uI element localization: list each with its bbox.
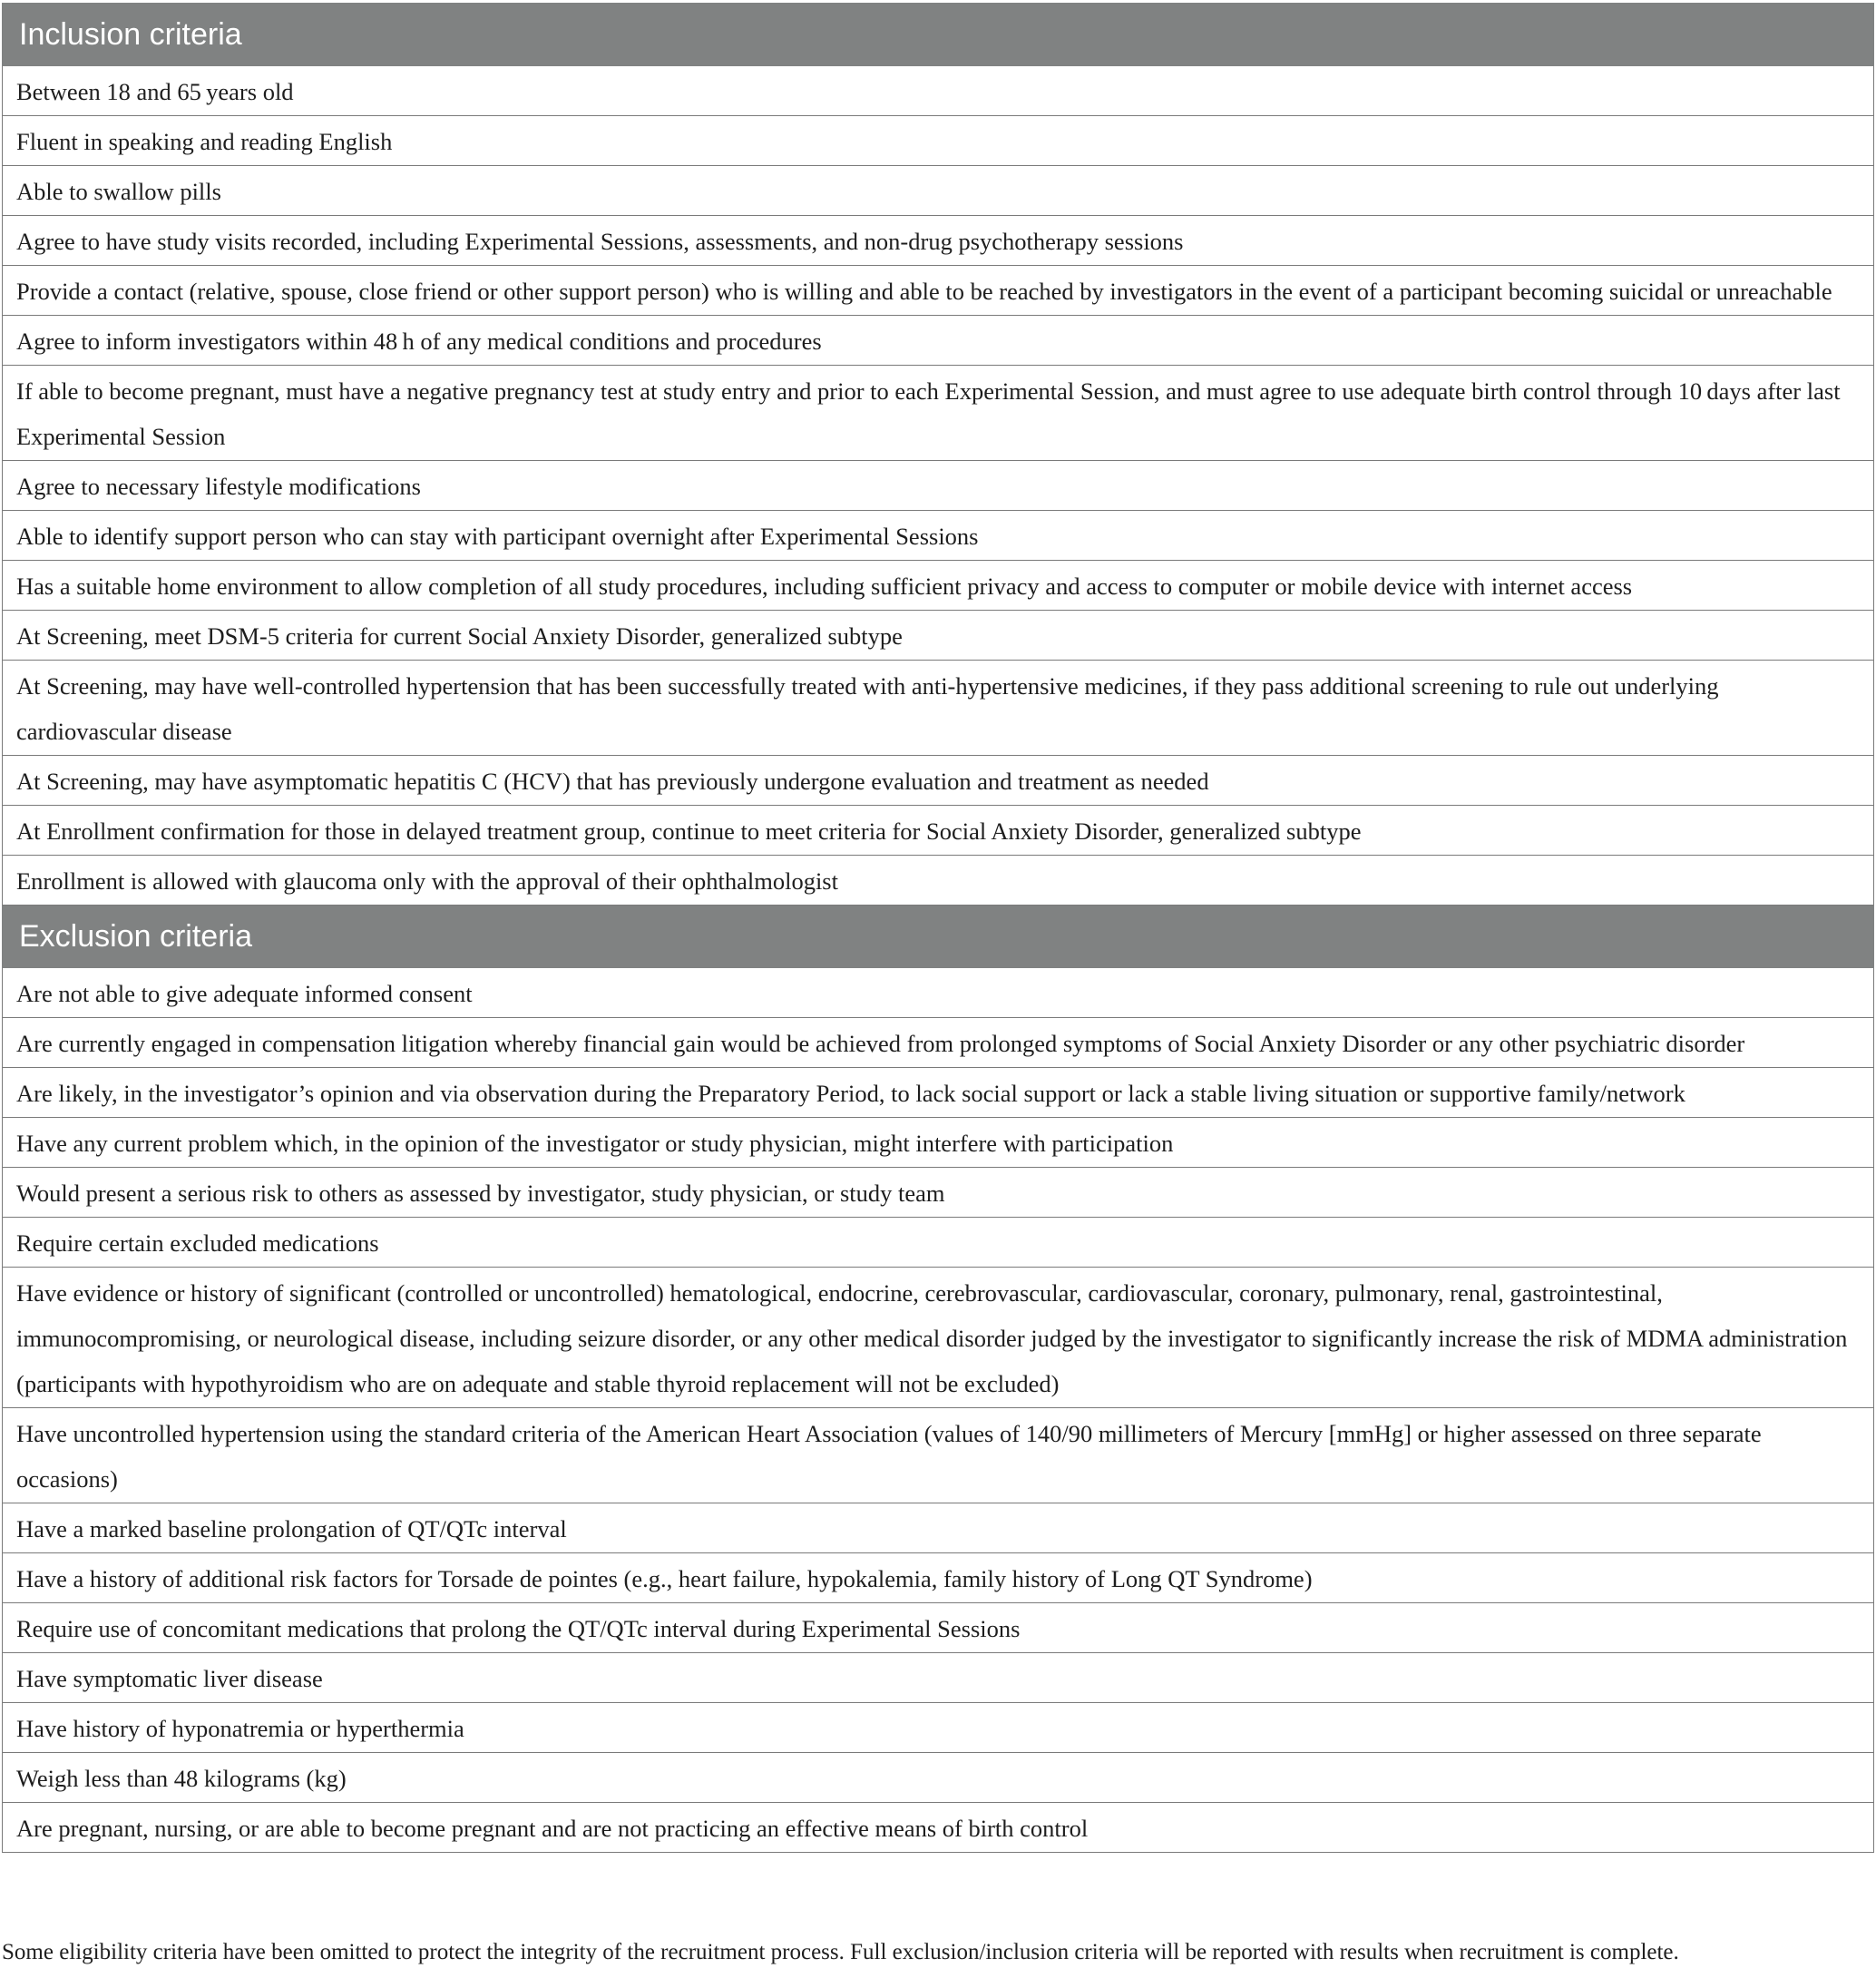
inclusion-criterion: Able to identify support person who can stay with participant overnight after Experimental Sessions [3, 511, 1874, 561]
inclusion-row [3, 316, 1874, 366]
exclusion-criterion: Are pregnant, nursing, or are able to become pregnant and are not practicing an effective means of birth control [3, 1803, 1874, 1853]
inclusion-row [3, 856, 1874, 906]
inclusion-row [3, 216, 1874, 266]
inclusion-row [3, 806, 1874, 856]
exclusion-row [3, 1553, 1874, 1603]
criteria-document [2, 3, 1874, 1853]
exclusion-criterion: Have history of hyponatremia or hyperthermia [3, 1703, 1874, 1753]
inclusion-section [3, 4, 1874, 906]
inclusion-header-row [3, 4, 1874, 66]
exclusion-criterion: Have evidence or history of significant (controlled or uncontrolled) hematological, endocrine, cerebrovascular, cardiovascular, coronary, pulmonary, renal, gastrointestinal, immunocompromising, or neurological disease, including seizure disorder, or any other medical disorder judged by the investigator to significantly increase the risk of MDMA administration (participants with hypothyroidism who are on adequate and stable thyroid replacement will not be excluded) [3, 1268, 1874, 1408]
exclusion-section [3, 906, 1874, 1853]
exclusion-criterion: Have symptomatic liver disease [3, 1653, 1874, 1703]
exclusion-row [3, 1268, 1874, 1408]
exclusion-row [3, 1753, 1874, 1803]
inclusion-row [3, 266, 1874, 316]
inclusion-criterion: Has a suitable home environment to allow completion of all study procedures, including sufficient privacy and access to computer or mobile device with internet access [3, 561, 1874, 611]
exclusion-row [3, 1218, 1874, 1268]
inclusion-criterion: At Screening, may have well-controlled hypertension that has been successfully treated with anti-hypertensive medicines, if they pass additional screening to rule out underlying cardiovascular disease [3, 661, 1874, 756]
inclusion-row [3, 661, 1874, 756]
inclusion-criterion: At Screening, may have asymptomatic hepatitis C (HCV) that has previously undergone evaluation and treatment as needed [3, 756, 1874, 806]
exclusion-row [3, 1018, 1874, 1068]
exclusion-row [3, 1068, 1874, 1118]
exclusion-header-row [3, 906, 1874, 968]
exclusion-row [3, 1118, 1874, 1168]
exclusion-criterion: Have a marked baseline prolongation of QT/QTc interval [3, 1503, 1874, 1553]
inclusion-criterion: Agree to have study visits recorded, including Experimental Sessions, assessments, and non-drug psychotherapy sessions [3, 216, 1874, 266]
inclusion-criterion: Provide a contact (relative, spouse, close friend or other support person) who is willing and able to be reached by investigators in the event of a participant becoming suicidal or unreachable [3, 266, 1874, 316]
exclusion-row [3, 1653, 1874, 1703]
exclusion-criterion: Require certain excluded medications [3, 1218, 1874, 1268]
exclusion-criterion: Have any current problem which, in the opinion of the investigator or study physician, might interfere with participation [3, 1118, 1874, 1168]
inclusion-criterion: If able to become pregnant, must have a negative pregnancy test at study entry and prior to each Experimental Session, and must agree to use adequate birth control through 10 days after last Experimental Session [3, 366, 1874, 461]
criteria-table [2, 3, 1874, 1853]
inclusion-row [3, 611, 1874, 661]
exclusion-row [3, 1503, 1874, 1553]
exclusion-criterion: Are likely, in the investigator’s opinion and via observation during the Preparatory Period, to lack social support or lack a stable living situation or supportive family/network [3, 1068, 1874, 1118]
inclusion-row [3, 66, 1874, 116]
inclusion-row [3, 756, 1874, 806]
exclusion-row [3, 1803, 1874, 1853]
inclusion-criterion: Agree to necessary lifestyle modifications [3, 461, 1874, 511]
exclusion-row [3, 1603, 1874, 1653]
inclusion-row [3, 511, 1874, 561]
inclusion-criterion: Fluent in speaking and reading English [3, 116, 1874, 166]
inclusion-criterion: Enrollment is allowed with glaucoma only with the approval of their ophthalmologist [3, 856, 1874, 906]
exclusion-criterion: Are not able to give adequate informed consent [3, 968, 1874, 1018]
inclusion-criterion: At Enrollment confirmation for those in delayed treatment group, continue to meet criteria for Social Anxiety Disorder, generalized subtype [3, 806, 1874, 856]
inclusion-header: Inclusion criteria [3, 4, 1874, 66]
inclusion-criterion: Between 18 and 65 years old [3, 66, 1874, 116]
exclusion-header: Exclusion criteria [3, 906, 1874, 968]
exclusion-row [3, 1408, 1874, 1503]
inclusion-row [3, 166, 1874, 216]
exclusion-criterion: Weigh less than 48 kilograms (kg) [3, 1753, 1874, 1803]
exclusion-row [3, 1703, 1874, 1753]
exclusion-row [3, 968, 1874, 1018]
inclusion-row [3, 561, 1874, 611]
exclusion-criterion: Require use of concomitant medications that prolong the QT/QTc interval during Experimental Sessions [3, 1603, 1874, 1653]
exclusion-criterion: Would present a serious risk to others as assessed by investigator, study physician, or study team [3, 1168, 1874, 1218]
exclusion-criterion: Are currently engaged in compensation litigation whereby financial gain would be achieved from prolonged symptoms of Social Anxiety Disorder or any other psychiatric disorder [3, 1018, 1874, 1068]
exclusion-criterion: Have uncontrolled hypertension using the standard criteria of the American Heart Association (values of 140/90 millimeters of Mercury [mmHg] or higher assessed on three separate occasions) [3, 1408, 1874, 1503]
inclusion-row [3, 116, 1874, 166]
inclusion-row [3, 461, 1874, 511]
table-footnote: Some eligibility criteria have been omitted to protect the integrity of the recruitment process. Full exclusion/inclusion criteria will be reported with results when recruitment is complete. [2, 1940, 1679, 1964]
exclusion-row [3, 1168, 1874, 1218]
inclusion-criterion: Agree to inform investigators within 48 h of any medical conditions and procedures [3, 316, 1874, 366]
inclusion-row [3, 366, 1874, 461]
inclusion-criterion: At Screening, meet DSM-5 criteria for current Social Anxiety Disorder, generalized subtype [3, 611, 1874, 661]
exclusion-criterion: Have a history of additional risk factors for Torsade de pointes (e.g., heart failure, hypokalemia, family history of Long QT Syndrome) [3, 1553, 1874, 1603]
inclusion-criterion: Able to swallow pills [3, 166, 1874, 216]
